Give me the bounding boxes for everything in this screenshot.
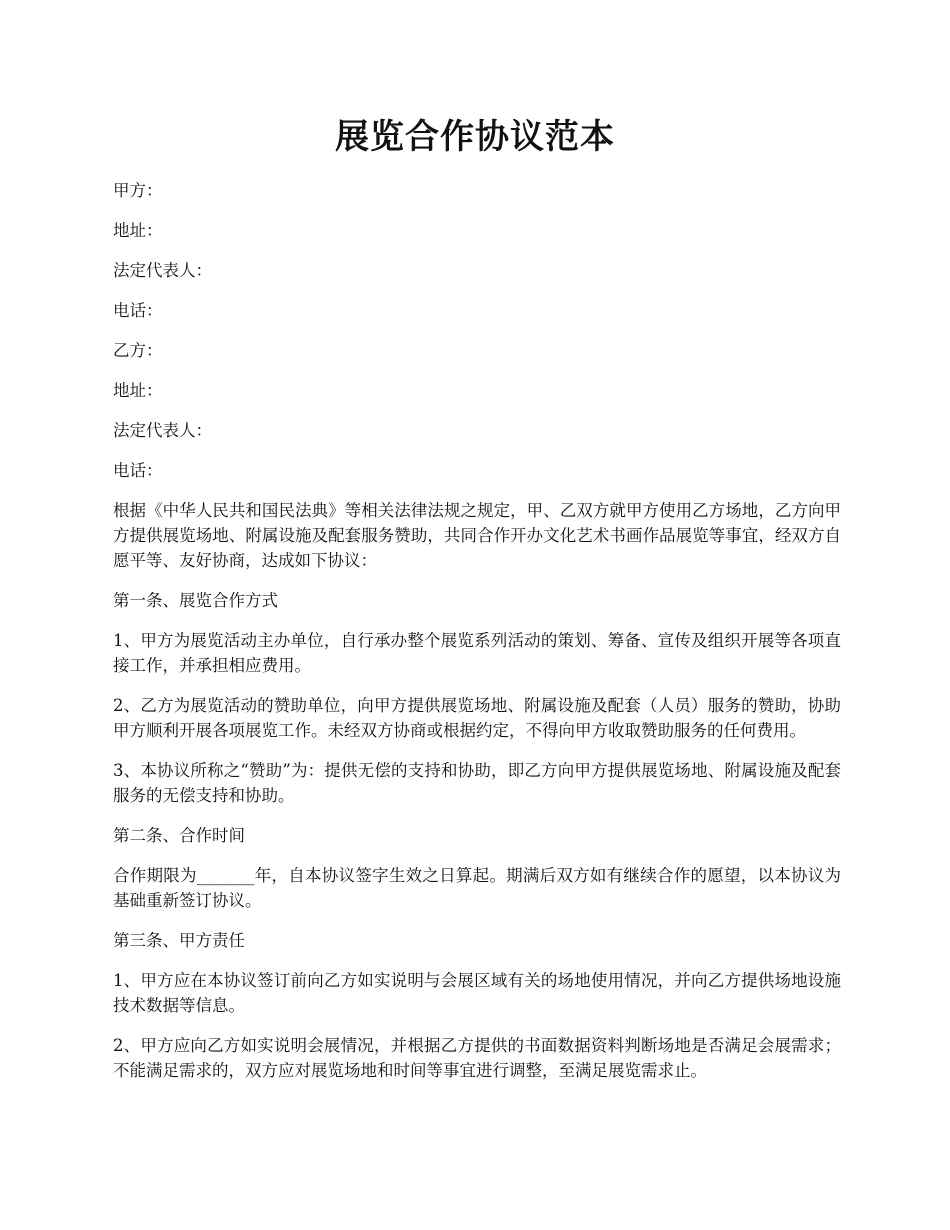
document-title: 展览合作协议范本 [335, 117, 615, 157]
article1-item-3: 3、本协议所称之“赞助”为：提供无偿的支持和协助，即乙方向甲方提供展览场地、附属设施及配套服务的无偿支持和协助。 [113, 761, 841, 805]
article1-item-2: 2、乙方为展览活动的赞助单位，向甲方提供展览场地、附属设施及配套（人员）服务的赞助，协助甲方顺利开展各项展览工作。未经双方协商或根据约定，不得向甲方收取赞助服务的任何费用。 [113, 696, 841, 740]
party-b-rep-label: 法定代表人： [113, 421, 212, 440]
article1-heading: 第一条、展览合作方式 [113, 591, 278, 610]
party-a-rep-label: 法定代表人： [113, 261, 212, 280]
article2-text: 合作期限为_______年，自本协议签字生效之日算起。期满后双方如有继续合作的愿望，以本协议为基础重新签订协议。 [113, 866, 841, 910]
party-a-phone-label: 电话： [113, 301, 163, 320]
party-b-phone-label: 电话： [113, 461, 163, 480]
party-b-address-label: 地址： [113, 381, 163, 400]
article1-item-1: 1、甲方为展览活动主办单位，自行承办整个展览系列活动的策划、筹备、宣传及组织开展等各项直接工作，并承担相应费用。 [113, 631, 841, 675]
article3-item-1: 1、甲方应在本协议签订前向乙方如实说明与会展区域有关的场地使用情况，并向乙方提供场地设施技术数据等信息。 [113, 971, 841, 1015]
article2-heading: 第二条、合作时间 [113, 826, 245, 845]
party-a-address-label: 地址： [113, 221, 163, 240]
party-a-name-label: 甲方： [113, 181, 163, 200]
article3-item-2: 2、甲方应向乙方如实说明会展情况，并根据乙方提供的书面数据资料判断场地是否满足会展需求；不能满足需求的，双方应对展览场地和时间等事宜进行调整，至满足展览需求止。 [113, 1036, 841, 1080]
preamble-paragraph: 根据《中华人民共和国民法典》等相关法律法规之规定，甲、乙双方就甲方使用乙方场地，乙方向甲方提供展览场地、附属设施及配套服务赞助，共同合作开办文化艺术书画作品展览等事宜，经双方自愿平等、友好协商，达成如下协议： [113, 501, 841, 570]
article3-heading: 第三条、甲方责任 [113, 931, 245, 950]
party-b-name-label: 乙方： [113, 341, 163, 360]
document-body [113, 178, 841, 1098]
